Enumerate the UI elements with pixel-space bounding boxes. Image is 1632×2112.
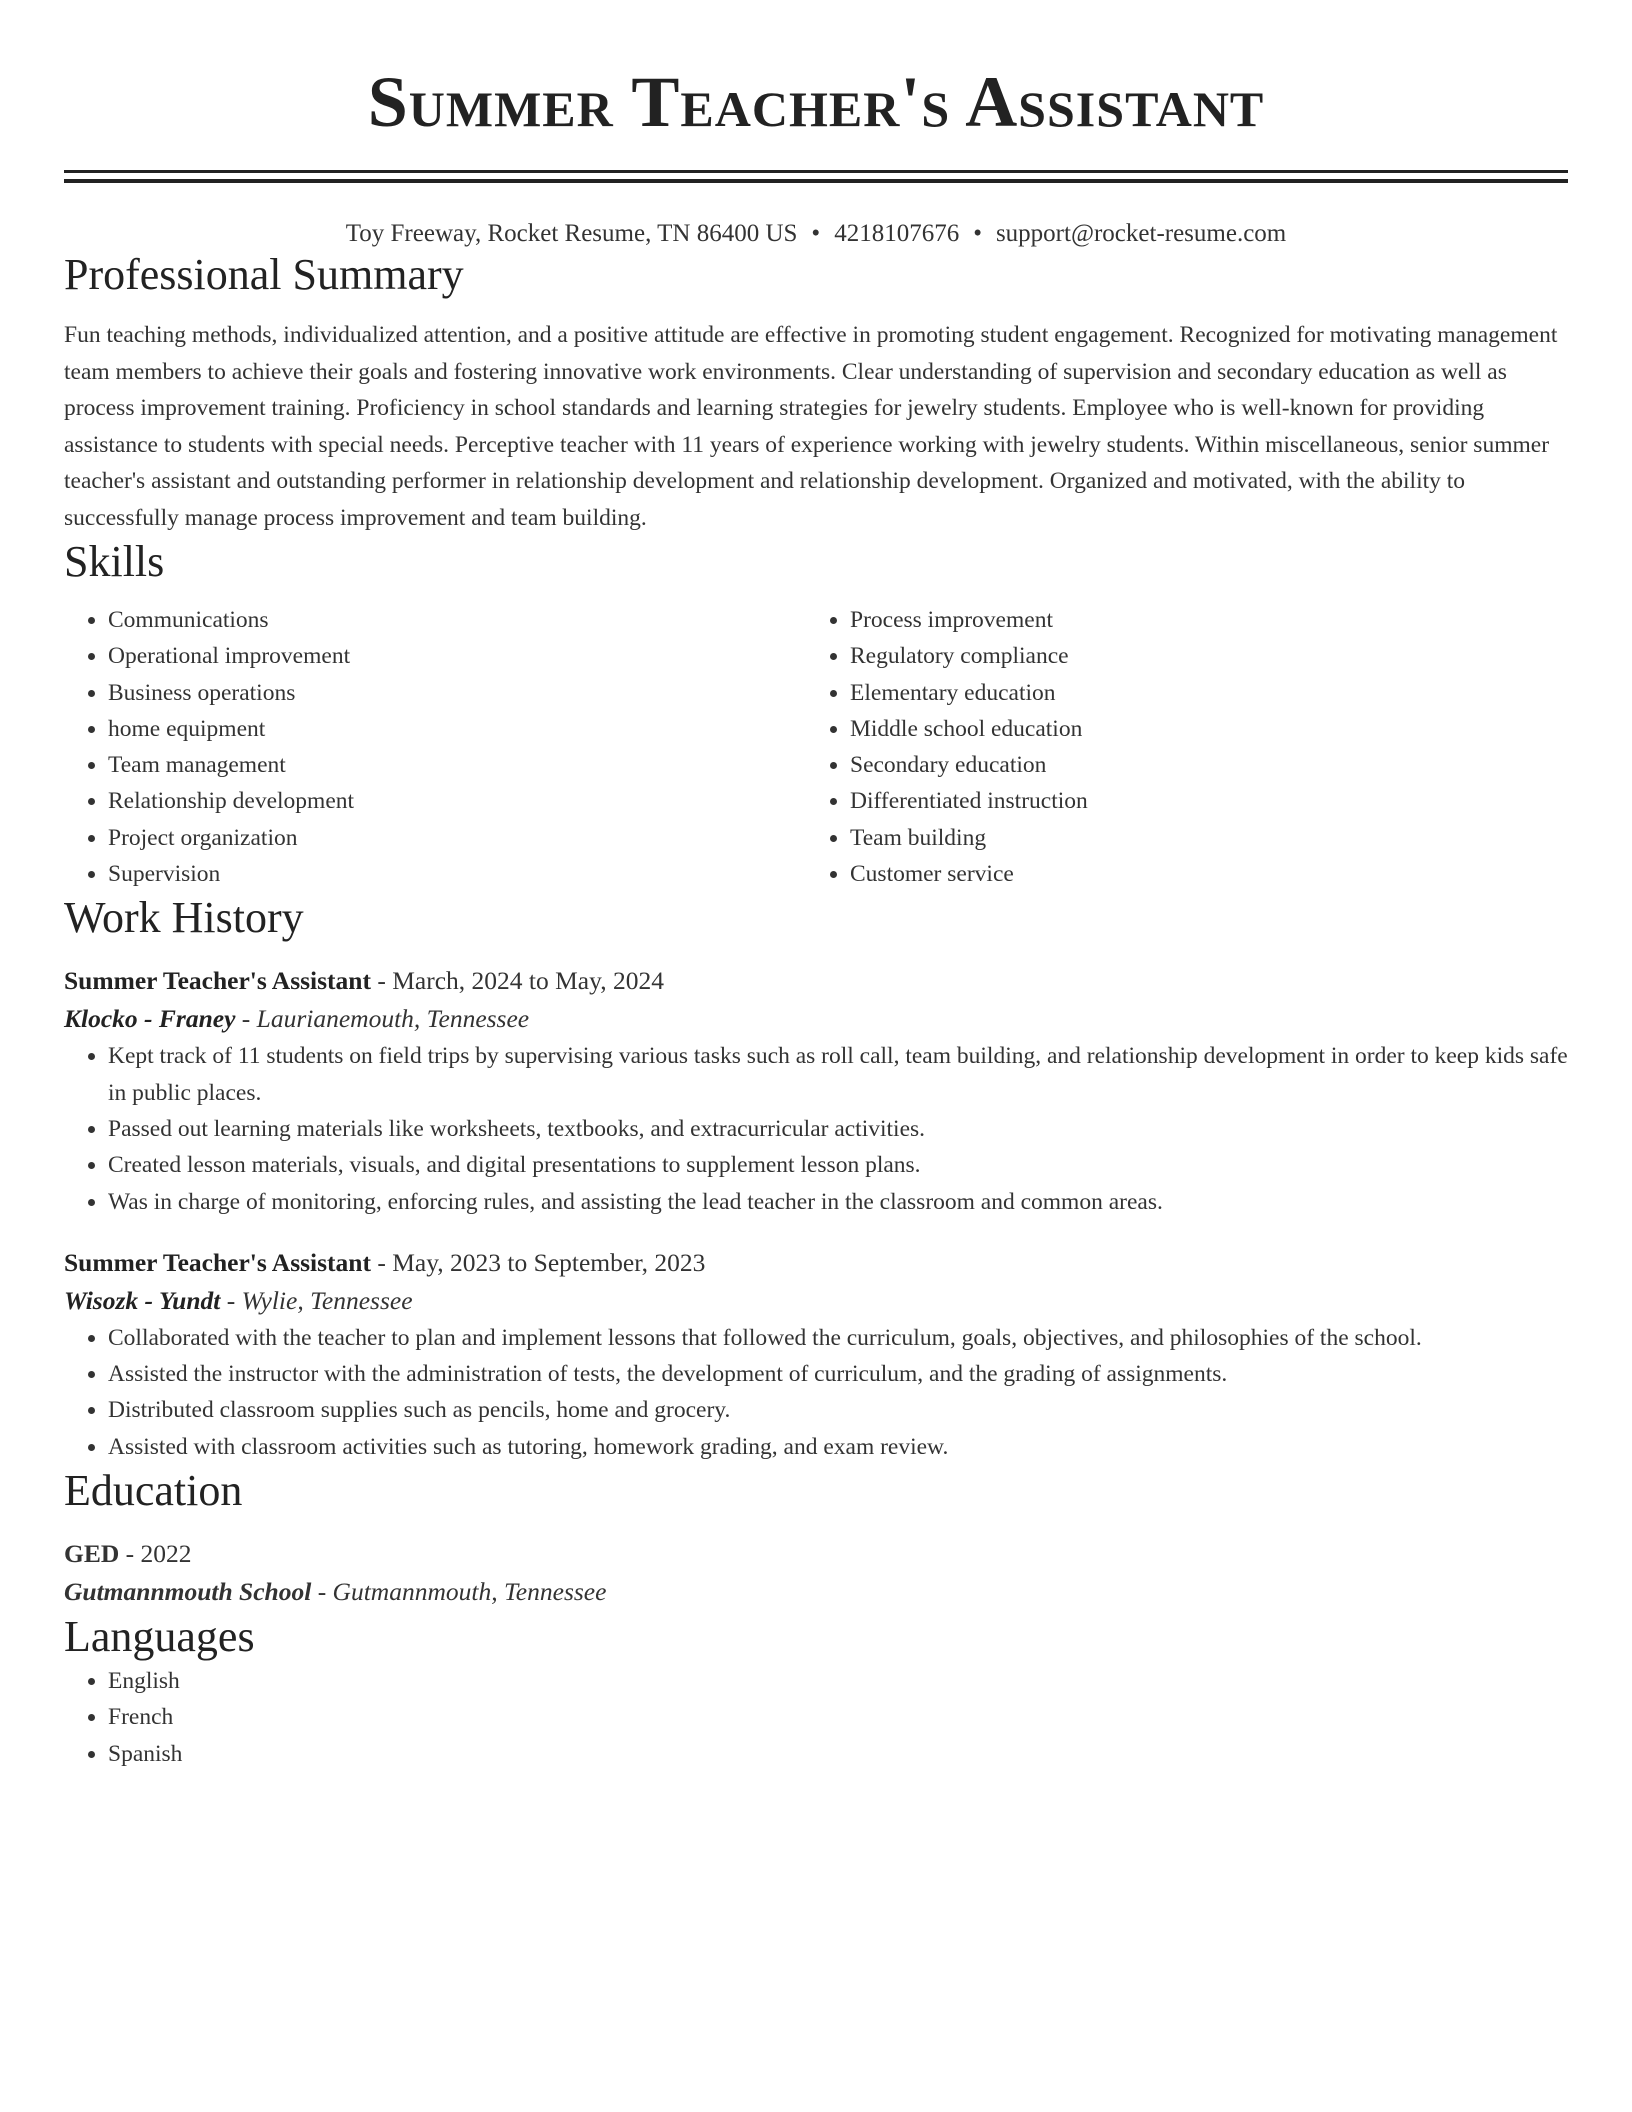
skill-item: • Team management: [108, 747, 806, 783]
contact-separator: •: [811, 220, 821, 247]
summary-text: Fun teaching methods, individualized attention, and a positive attitude are effective in promoting student engagement. Recognized for motivating management team members to achieve their goals and fostering innovative work environments. Clear understanding of supervision and secondary education as well as process improvement training. Proficiency in school standards and learning strategies for jewelry students. Employee who is well-known for providing assistance to students with special needs. Perceptive teacher with 11 years of experience working with jewelry students. Within miscellaneous, senior summer teacher's assistant and outstanding performer in relationship development and relationship development. Organized and motivated, with the ability to successfully manage process improvement and team building.: [64, 322, 1558, 531]
job-company-line: [64, 1000, 1568, 1038]
skill-item: • Customer service: [850, 856, 1548, 892]
skill-item: • Operational improvement: [108, 638, 806, 674]
job-bullet: • Assisted with classroom activities such as tutoring, homework grading, and exam review.: [108, 1429, 1568, 1465]
job-bullet-list: [64, 1320, 1568, 1465]
job-bullet: • Passed out learning materials like worksheets, textbooks, and extracurricular activities.: [108, 1111, 1568, 1147]
job-dates: - May, 2023 to September, 2023: [370, 1247, 706, 1277]
education-school: Gutmannmouth School: [64, 1577, 312, 1607]
job-bullet: • Kept track of 11 students on field trips by supervising various tasks such as roll call, team building, and relationship development in order to keep kids safe in public places.: [108, 1038, 1568, 1111]
education-location: - Gutmannmouth, Tennessee: [311, 1577, 607, 1607]
skills-columns: [64, 602, 1568, 892]
job-title-line: [64, 962, 1568, 1000]
skills-list-left: [64, 602, 806, 892]
job-entry: [64, 1244, 1568, 1465]
language-item: • French: [108, 1699, 1568, 1735]
job-entry: [64, 962, 1568, 1219]
header-rule-top: [64, 170, 1568, 173]
language-item: • Spanish: [108, 1736, 1568, 1772]
job-location: - Wylie, Tennessee: [220, 1285, 413, 1315]
contact-email[interactable]: support@rocket-resume.com: [995, 220, 1287, 247]
contact-line: [64, 219, 1568, 249]
contact-separator: •: [973, 220, 982, 247]
skill-item: • Differentiated instruction: [850, 783, 1548, 819]
job-title: Summer Teacher's Assistant: [64, 966, 371, 996]
work-history-heading: Work History: [64, 893, 304, 943]
summary-heading: Professional Summary: [64, 250, 464, 299]
job-location: - Laurianemouth, Tennessee: [235, 1004, 530, 1034]
languages-list: [64, 1663, 1568, 1772]
skill-item: • Relationship development: [108, 783, 806, 819]
resume-name: Summer Teacher's Assistant: [367, 62, 1265, 142]
languages-heading: Languages: [64, 1612, 255, 1662]
job-company: Wisozk - Yundt: [64, 1285, 221, 1315]
skills-heading: Skills: [64, 537, 165, 586]
job-bullet: • Distributed classroom supplies such as pencils, home and grocery.: [108, 1392, 1568, 1428]
job-title: Summer Teacher's Assistant: [64, 1247, 371, 1277]
job-dates: - March, 2024 to May, 2024: [370, 966, 664, 996]
education-degree: GED: [64, 1539, 120, 1569]
job-bullet: • Collaborated with the teacher to plan and implement lessons that followed the curriculum, goals, objectives, and philosophies of the school.: [108, 1320, 1568, 1356]
job-company-line: [64, 1282, 1568, 1320]
job-bullet: • Assisted the instructor with the administration of tests, the development of curriculum, and the grading of assignments.: [108, 1356, 1568, 1392]
skill-item: • Supervision: [108, 856, 806, 892]
skill-item: • Project organization: [108, 820, 806, 856]
skill-item: • Communications: [108, 602, 806, 638]
contact-address: Toy Freeway, Rocket Resume, TN 86400 US: [345, 220, 798, 247]
skill-item: • Regulatory compliance: [850, 638, 1548, 674]
job-bullet: • Created lesson materials, visuals, and digital presentations to supplement lesson plans.: [108, 1147, 1568, 1183]
job-bullet-list: [64, 1038, 1568, 1219]
job-company: Klocko - Franey: [64, 1004, 236, 1034]
education-school-line: [64, 1573, 1568, 1611]
education-heading: Education: [64, 1466, 243, 1516]
header-rule-bottom: [64, 179, 1568, 183]
skill-item: • Middle school education: [850, 711, 1548, 747]
skill-item: • Process improvement: [850, 602, 1548, 638]
skill-item: • Secondary education: [850, 747, 1548, 783]
job-title-line: [64, 1244, 1568, 1282]
contact-phone: 4218107676: [834, 220, 960, 247]
skill-item: • Elementary education: [850, 675, 1548, 711]
skill-item: • Business operations: [108, 675, 806, 711]
language-item: • English: [108, 1663, 1568, 1699]
education-degree-line: [64, 1535, 1568, 1573]
skill-item: • Team building: [850, 820, 1548, 856]
education-year: - 2022: [119, 1539, 192, 1569]
skills-list-right: [806, 602, 1548, 892]
job-bullet: • Was in charge of monitoring, enforcing rules, and assisting the lead teacher in the classroom and common areas.: [108, 1184, 1568, 1220]
skill-item: • home equipment: [108, 711, 806, 747]
